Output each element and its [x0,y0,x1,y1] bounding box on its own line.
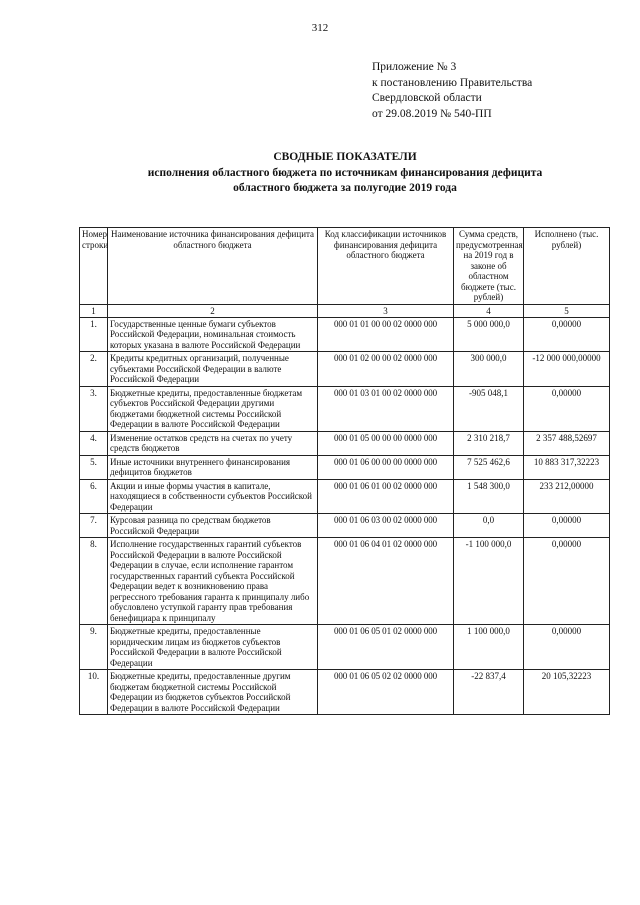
row-number: 7. [80,514,108,538]
planned-amount: -22 837,4 [454,670,524,715]
source-name: Кредиты кредитных организаций, полученные субъектами Российской Федерации в валюте Российской Федерации [108,352,318,387]
table-row [80,386,610,431]
column-number: 5 [524,304,610,317]
column-number: 2 [108,304,318,317]
planned-amount: 7 525 462,6 [454,455,524,479]
header-name: Наименование источника финансирования дефицита областного бюджета [108,228,318,305]
table-row [80,625,610,670]
executed-amount: -12 000 000,00000 [524,352,610,387]
classification-code: 000 01 05 00 00 00 0000 000 [318,431,454,455]
executed-amount: 2 357 488,52697 [524,431,610,455]
table-row [80,455,610,479]
executed-amount: 0,00000 [524,538,610,625]
column-number: 1 [80,304,108,317]
source-name: Бюджетные кредиты, предоставленные юридическим лицам из бюджетов субъектов Российской Федерации в валюте Российской Федерации [108,625,318,670]
executed-amount: 0,00000 [524,386,610,431]
row-number: 10. [80,670,108,715]
planned-amount: 1 100 000,0 [454,625,524,670]
classification-code: 000 01 06 00 00 00 0000 000 [318,455,454,479]
column-number: 4 [454,304,524,317]
planned-amount: 0,0 [454,514,524,538]
table-row [80,352,610,387]
planned-amount: 300 000,0 [454,352,524,387]
appendix-line: Приложение № 3 [372,61,457,73]
document-title [0,150,640,197]
table-body [80,317,610,715]
planned-amount: 5 000 000,0 [454,317,524,352]
classification-code: 000 01 06 03 00 02 0000 000 [318,514,454,538]
header-num: Номер строки [80,228,108,305]
source-name: Бюджетные кредиты, предоставленные бюджетам субъектов Российской Федерации другими бюджетами бюджетной системы Российской Федерации в валюте Российской Федерации [108,386,318,431]
planned-amount: -1 100 000,0 [454,538,524,625]
source-name: Иные источники внутреннего финансирования дефицитов бюджетов [108,455,318,479]
table-row [80,317,610,352]
table-header-row [80,228,610,305]
executed-amount: 20 105,32223 [524,670,610,715]
header-amount: Сумма средств, предусмотренная на 2019 год в законе об областном бюджете (тыс. рублей) [454,228,524,305]
classification-code: 000 01 06 05 02 02 0000 000 [318,670,454,715]
row-number: 5. [80,455,108,479]
classification-code: 000 01 06 01 00 02 0000 000 [318,479,454,514]
classification-code: 000 01 02 00 00 02 0000 000 [318,352,454,387]
appendix-block [372,60,532,122]
planned-amount: 1 548 300,0 [454,479,524,514]
source-name: Изменение остатков средств на счетах по учету средств бюджетов [108,431,318,455]
executed-amount: 0,00000 [524,317,610,352]
table-row [80,538,610,625]
budget-table [79,227,610,715]
classification-code: 000 01 06 04 01 02 0000 000 [318,538,454,625]
row-number: 6. [80,479,108,514]
executed-amount: 10 883 317,32223 [524,455,610,479]
table-row [80,431,610,455]
title-line: исполнения областного бюджета по источникам финансирования дефицита [147,166,543,179]
classification-code: 000 01 01 00 00 02 0000 000 [318,317,454,352]
header-code: Код классификации источников финансирования дефицита областного бюджета [318,228,454,305]
row-number: 9. [80,625,108,670]
source-name: Государственные ценные бумаги субъектов Российской Федерации, номинальная стоимость которых указана в валюте Российской Федерации [108,317,318,352]
source-name: Курсовая разница по средствам бюджетов Российской Федерации [108,514,318,538]
planned-amount: -905 048,1 [454,386,524,431]
planned-amount: 2 310 218,7 [454,431,524,455]
row-number: 4. [80,431,108,455]
executed-amount: 233 212,00000 [524,479,610,514]
row-number: 1. [80,317,108,352]
appendix-line: Свердловской области [372,92,482,104]
row-number: 2. [80,352,108,387]
executed-amount: 0,00000 [524,625,610,670]
table-row [80,670,610,715]
column-number-row [80,304,610,317]
appendix-line: к постановлению Правительства [372,76,533,89]
source-name: Исполнение государственных гарантий субъектов Российской Федерации в валюте Российской Федерации в случае, если исполнение гарантом государственных гарантий субъекта Российской Федерации ведет к возникновению права регрессного требования гаранта к принципалу либо обусловлено уступкой гаранту прав требования бенефициара к принципалу [108,538,318,625]
executed-amount: 0,00000 [524,514,610,538]
classification-code: 000 01 06 05 01 02 0000 000 [318,625,454,670]
appendix-line: от 29.08.2019 № 540-ПП [372,107,492,120]
source-name: Акции и иные формы участия в капитале, находящиеся в собственности субъектов Российской Федерации [108,479,318,514]
column-number: 3 [318,304,454,317]
title-line: областного бюджета за полугодие 2019 года [233,182,457,194]
title-line: СВОДНЫЕ ПОКАЗАТЕЛИ [273,151,417,163]
row-number: 8. [80,538,108,625]
table-row [80,514,610,538]
page-number: 312 [311,22,329,34]
table-row [80,479,610,514]
row-number: 3. [80,386,108,431]
source-name: Бюджетные кредиты, предоставленные другим бюджетам бюджетной системы Российской Федерации из бюджетов субъектов Российской Федерации в валюте Российской Федерации [108,670,318,715]
classification-code: 000 01 03 01 00 02 0000 000 [318,386,454,431]
header-executed: Исполнено (тыс. рублей) [524,228,610,305]
